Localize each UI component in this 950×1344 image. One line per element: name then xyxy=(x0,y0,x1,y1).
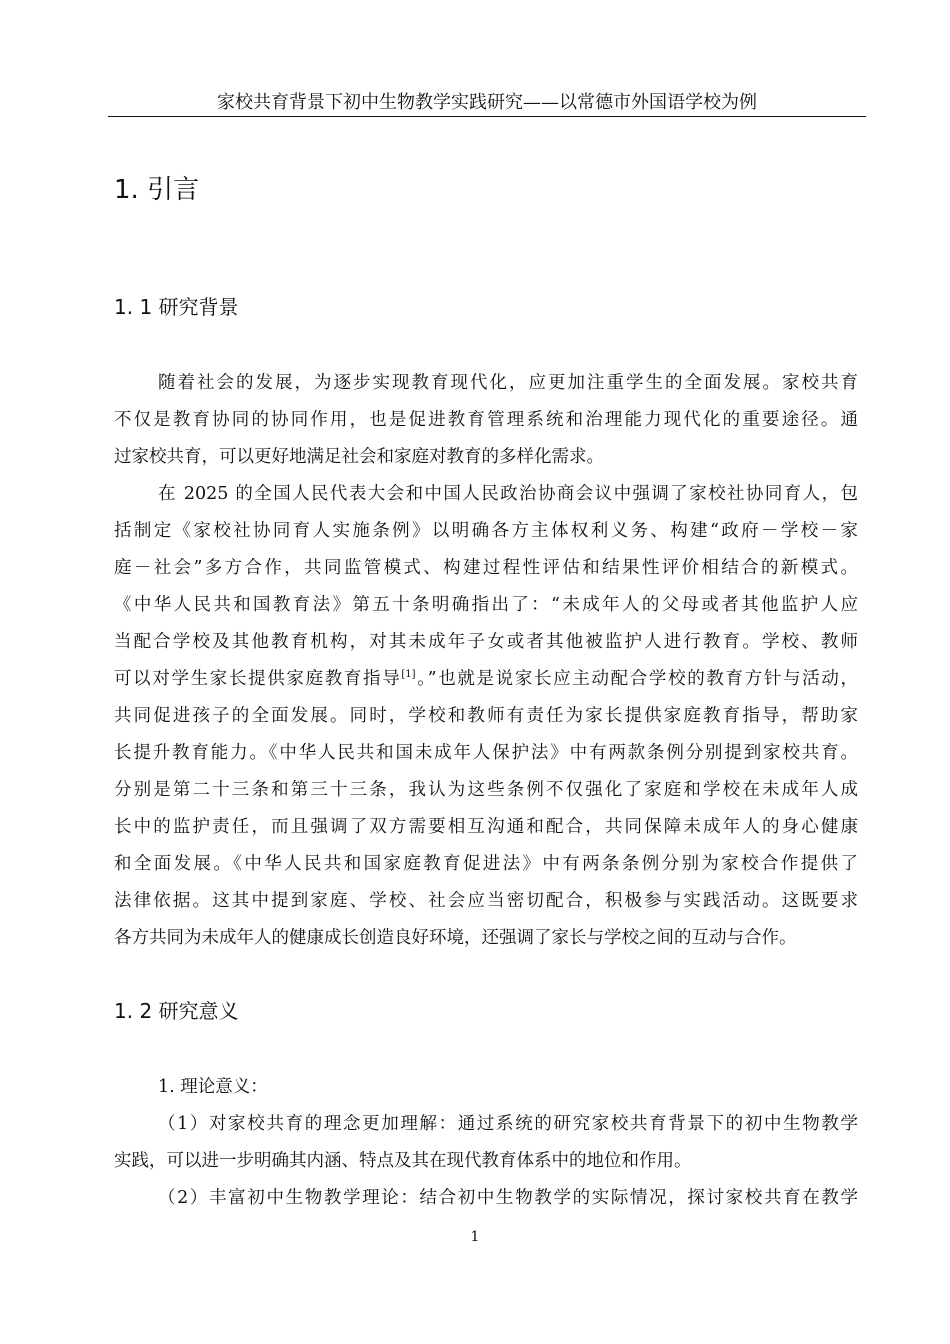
paragraph-line: 庭－社会”多方合作，共同监管模式、构建过程性评估和结果性评价相结合的新模式。 xyxy=(114,558,858,578)
paragraph-line: 实践，可以进一步明确其内涵、特点及其在现代教育体系中的地位和作用。 xyxy=(114,1151,692,1171)
paragraph-line: 当配合学校及其他教育机构，对其未成年子女或者其他被监护人进行教育。学校、教师 xyxy=(114,632,858,652)
subsection-title-significance: 1. 2 研究意义 xyxy=(114,999,239,1023)
paragraph-line: 法律依据。这其中提到家庭、学校、社会应当密切配合，积极参与实践活动。这既要求 xyxy=(114,891,858,911)
paragraph-line: （2）丰富初中生物教学理论：结合初中生物教学的实际情况，探讨家校共育在教学 xyxy=(158,1188,858,1208)
paragraph-line: 括制定《家校社协同育人实施条例》以明确各方主体权利义务、构建“政府－学校－家 xyxy=(114,521,858,541)
section-title-introduction: 1. 引言 xyxy=(114,175,200,205)
paragraph-line: 和全面发展。《中华人民共和国家庭教育促进法》中有两条条例分别为家校合作提供了 xyxy=(114,854,858,874)
page-number: 1 xyxy=(470,1229,480,1245)
paragraph-text: 可以对学生家长提供家庭教育指导 xyxy=(114,669,402,689)
paragraph-line: 共同促进孩子的全面发展。同时，学校和教师有责任为家长提供家庭教育指导，帮助家 xyxy=(114,706,858,726)
running-header: 家校共育背景下初中生物教学实践研究——以常德市外国语学校为例 xyxy=(217,92,757,113)
paragraph-line: 过家校共育，可以更好地满足社会和家庭对教育的多样化需求。 xyxy=(114,447,604,467)
paragraph-line: 随着社会的发展，为逐步实现教育现代化，应更加注重学生的全面发展。家校共育 xyxy=(158,373,858,393)
paragraph-line: 长提升教育能力。《中华人民共和国未成年人保护法》中有两款条例分别提到家校共育。 xyxy=(114,743,858,763)
paragraph-line: 各方共同为未成年人的健康成长创造良好环境，还强调了家长与学校之间的互动与合作。 xyxy=(114,928,797,948)
paragraph-line: 在 2025 的全国人民代表大会和中国人民政治协商会议中强调了家校社协同育人，包 xyxy=(158,484,858,504)
paragraph-line: （1）对家校共育的理念更加理解：通过系统的研究家校共育背景下的初中生物教学 xyxy=(158,1114,858,1134)
citation-marker: [1] xyxy=(401,669,416,680)
paragraph-text: 。”也就是说家长应主动配合学校的教育方针与活动， xyxy=(415,669,858,689)
list-item-heading: 1. 理论意义： xyxy=(158,1077,268,1097)
paragraph-line: 《中华人民共和国教育法》第五十条明确指出了：“未成年人的父母或者其他监护人应 xyxy=(114,595,858,615)
paragraph-line: 分别是第二十三条和第三十三条，我认为这些条例不仅强化了家庭和学校在未成年人成 xyxy=(114,780,858,800)
paragraph-line: 不仅是教育协同的协同作用，也是促进教育管理系统和治理能力现代化的重要途径。通 xyxy=(114,410,858,430)
paragraph-line: 长中的监护责任，而且强调了双方需要相互沟通和配合，共同保障未成年人的身心健康 xyxy=(114,817,858,837)
paragraph-line-with-citation xyxy=(114,667,858,691)
subsection-title-background: 1. 1 研究背景 xyxy=(114,295,239,319)
header-rule xyxy=(108,116,866,117)
